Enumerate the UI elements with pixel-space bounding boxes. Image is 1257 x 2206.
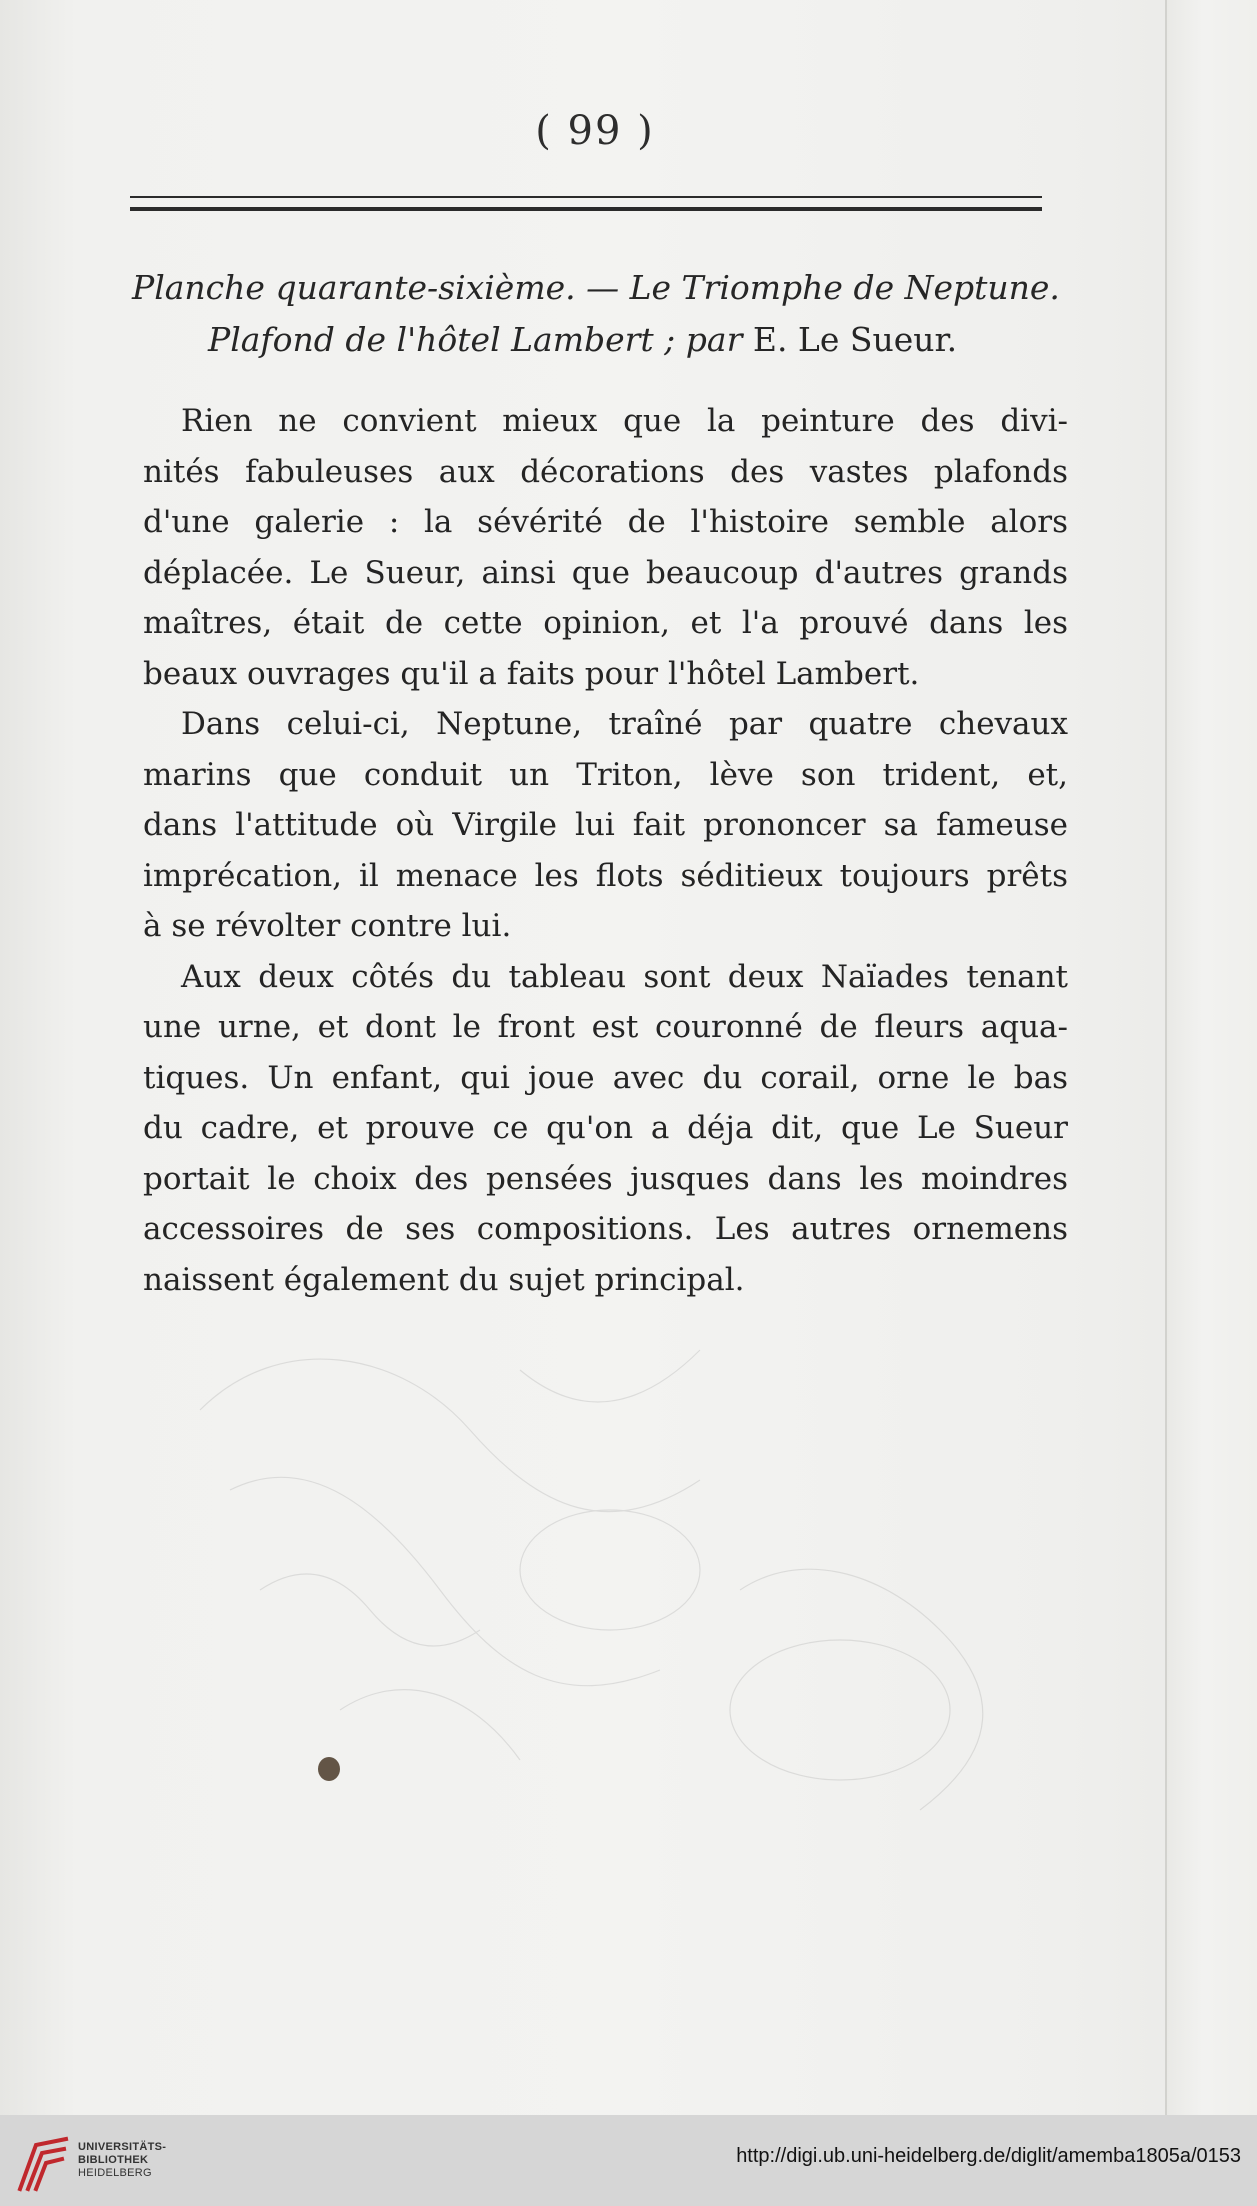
- text-line: beaux ouvrages qu'il a faits pour l'hôtel Lambert.: [143, 655, 920, 692]
- text-line: accessoires de ses compositions. Les autres ornemens: [143, 1211, 1068, 1247]
- text-line: une urne, et dont le front est couronné de fleurs aqua-: [143, 1009, 1068, 1045]
- library-logo-text: [78, 2141, 166, 2180]
- page-number: ( 99 ): [535, 108, 655, 154]
- source-url-link[interactable]: http://digi.ub.uni-heidelberg.de/diglit/amemba1805a/0153: [736, 2145, 1241, 2167]
- text-line: à se révolter contre lui.: [143, 908, 512, 944]
- header-rule-thin: [130, 196, 1042, 198]
- paragraph-3: [143, 952, 1068, 1306]
- text-line: d'une galerie : la sévérité de l'histoire semble alors: [143, 504, 1068, 540]
- header-rule-thick: [130, 207, 1042, 211]
- text-line: tiques. Un enfant, qui joue avec du corail, orne le bas: [143, 1059, 1068, 1096]
- footer-bar: [0, 2115, 1257, 2206]
- library-logo-icon: [14, 2131, 74, 2195]
- text-line: nités fabuleuses aux décorations des vastes plafonds: [143, 453, 1068, 490]
- text-line: Dans celui-ci, Neptune, traîné par quatre chevaux: [181, 706, 1068, 742]
- plate-title-location: Plafond de l'hôtel Lambert ; par: [208, 320, 743, 359]
- text-line: dans l'attitude où Virgile lui fait prononcer sa fameuse: [143, 807, 1068, 843]
- logo-line-2: BIBLIOTHEK: [78, 2154, 149, 2166]
- plate-title-line-2: [120, 314, 1070, 366]
- body-text: [143, 396, 1068, 1305]
- paragraph-1: [143, 396, 1068, 699]
- ink-spot: [318, 1757, 340, 1781]
- plate-title: [120, 262, 1070, 366]
- text-line: Aux deux côtés du tableau sont deux Naïades tenant: [181, 958, 1068, 995]
- logo-line-3: HEIDELBERG: [78, 2167, 152, 2179]
- plate-title-line-1: Planche quarante-sixième. — Le Triomphe de Neptune.: [132, 268, 1060, 307]
- page-edge-shadow: [1167, 0, 1257, 2115]
- text-line: déplacée. Le Sueur, ainsi que beaucoup d'autres grands: [143, 554, 1068, 591]
- logo-line-1: UNIVERSITÄTS-: [78, 2141, 167, 2153]
- page-edge-line: [1165, 0, 1167, 2115]
- bleed-through-engraving: [140, 1290, 1040, 1890]
- paragraph-2: [143, 699, 1068, 952]
- text-line: du cadre, et prouve ce qu'on a déja dit, que Le Sueur: [143, 1110, 1068, 1146]
- text-line: marins que conduit un Triton, lève son trident, et,: [143, 756, 1068, 793]
- text-line: imprécation, il menace les flots séditieux toujours prêts: [143, 857, 1068, 894]
- text-line: portait le choix des pensées jusques dans les moindres: [143, 1160, 1068, 1197]
- text-line: naissent également du sujet principal.: [143, 1261, 745, 1298]
- text-line: Rien ne convient mieux que la peinture des divi-: [181, 403, 1068, 439]
- text-line: maîtres, était de cette opinion, et l'a prouvé dans les: [143, 605, 1068, 641]
- plate-title-author: E. Le Sueur.: [752, 320, 958, 359]
